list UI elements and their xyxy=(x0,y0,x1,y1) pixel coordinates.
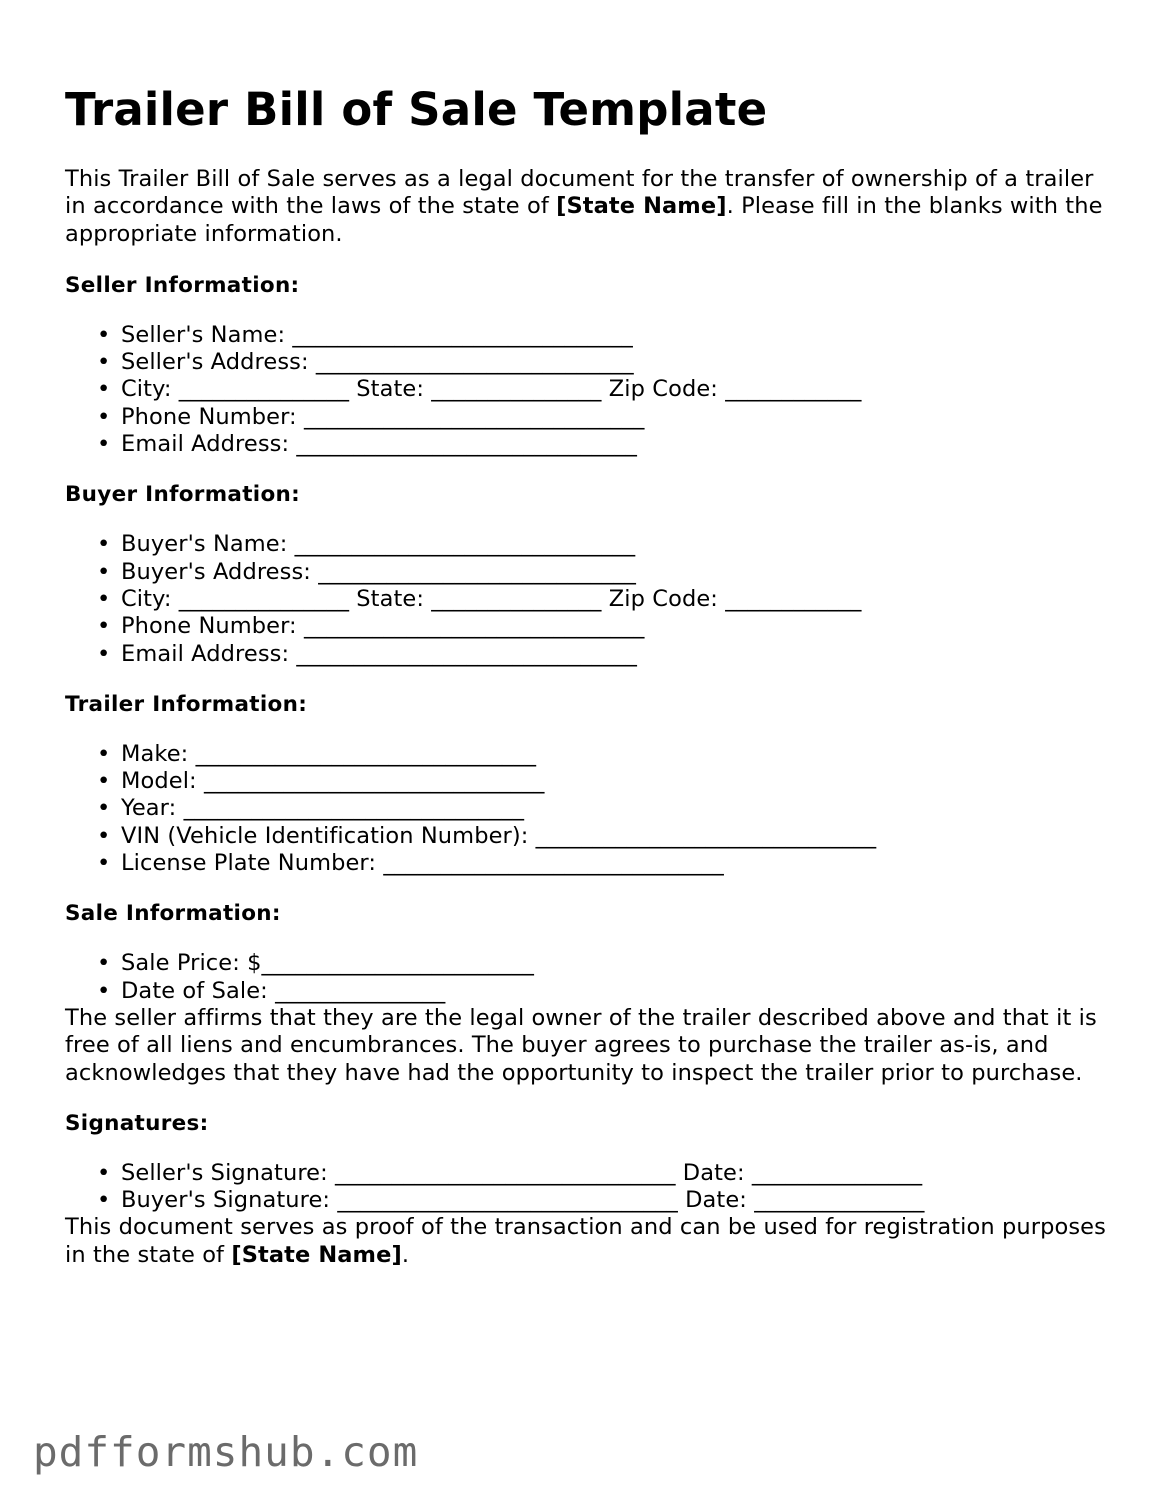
buyer-heading: Buyer Information: xyxy=(65,482,301,508)
document-page xyxy=(65,80,1115,1269)
seller-fields xyxy=(65,322,1115,458)
buyer-address-field[interactable]: • Buyer's Address: ____________________________ xyxy=(121,559,1115,586)
closing-text-after: . xyxy=(401,1241,410,1268)
intro-paragraph xyxy=(65,166,1115,248)
buyer-phone-field[interactable]: • Phone Number: ______________________________ xyxy=(121,613,1115,640)
sale-fields xyxy=(65,950,1115,1005)
buyer-city-state-zip-field[interactable]: • City: _______________ State: _______________ Zip Code: ____________ xyxy=(121,586,1115,613)
buyer-signature-field[interactable]: • Buyer's Signature: ______________________________ Date: _______________ xyxy=(121,1187,1115,1214)
buyer-email-field[interactable]: • Email Address: ______________________________ xyxy=(121,641,1115,668)
sale-price-field[interactable]: • Sale Price: $________________________ xyxy=(121,950,1115,977)
seller-address-field[interactable]: • Seller's Address: ____________________________ xyxy=(121,349,1115,376)
trailer-make-field[interactable]: • Make: ______________________________ xyxy=(121,741,1115,768)
closing-paragraph xyxy=(65,1214,1115,1269)
intro-state-name: [State Name] xyxy=(556,193,727,220)
trailer-heading: Trailer Information: xyxy=(65,691,308,717)
seller-heading: Seller Information: xyxy=(65,272,300,298)
trailer-year-field[interactable]: • Year: ______________________________ xyxy=(121,795,1115,822)
sale-heading: Sale Information: xyxy=(65,901,281,927)
closing-state-name: [State Name] xyxy=(231,1241,402,1268)
closing-text-before: This document serves as proof of the transaction and can be used for registration purposes in the state of xyxy=(65,1214,1106,1268)
intro-text-before: This Trailer Bill of Sale serves as a legal document for the transfer of ownership of a trailer in accordance with the laws of the state of xyxy=(65,166,1094,220)
seller-name-field[interactable]: • Seller's Name: ______________________________ xyxy=(121,322,1115,349)
sale-date-field[interactable]: • Date of Sale: _______________ xyxy=(121,978,1115,1005)
intro-text-after: . Please fill in the blanks with the appropriate information. xyxy=(65,193,1103,247)
trailer-plate-field[interactable]: • License Plate Number: ______________________________ xyxy=(121,850,1115,877)
buyer-name-field[interactable]: • Buyer's Name: ______________________________ xyxy=(121,531,1115,558)
seller-phone-field[interactable]: • Phone Number: ______________________________ xyxy=(121,404,1115,431)
document-title: Trailer Bill of Sale Template xyxy=(65,83,768,136)
signatures-heading: Signatures: xyxy=(65,1110,209,1136)
signature-fields xyxy=(65,1160,1115,1215)
seller-email-field[interactable]: • Email Address: ______________________________ xyxy=(121,431,1115,458)
seller-city-state-zip-field[interactable]: • City: _______________ State: _______________ Zip Code: ____________ xyxy=(121,376,1115,403)
trailer-fields xyxy=(65,741,1115,877)
trailer-model-field[interactable]: • Model: ______________________________ xyxy=(121,768,1115,795)
buyer-fields xyxy=(65,531,1115,667)
site-watermark: pdfformshub.com xyxy=(33,1428,419,1476)
trailer-vin-field[interactable]: • VIN (Vehicle Identification Number): ______________________________ xyxy=(121,823,1115,850)
affirmation-paragraph: The seller affirms that they are the legal owner of the trailer described above and that it is free of all liens and encumbrances. The buyer agrees to purchase the trailer as-is, and acknowledges that they have had the opportunity to inspect the trailer prior to purchase. xyxy=(65,1004,1097,1086)
seller-signature-field[interactable]: • Seller's Signature: ______________________________ Date: _______________ xyxy=(121,1160,1115,1187)
